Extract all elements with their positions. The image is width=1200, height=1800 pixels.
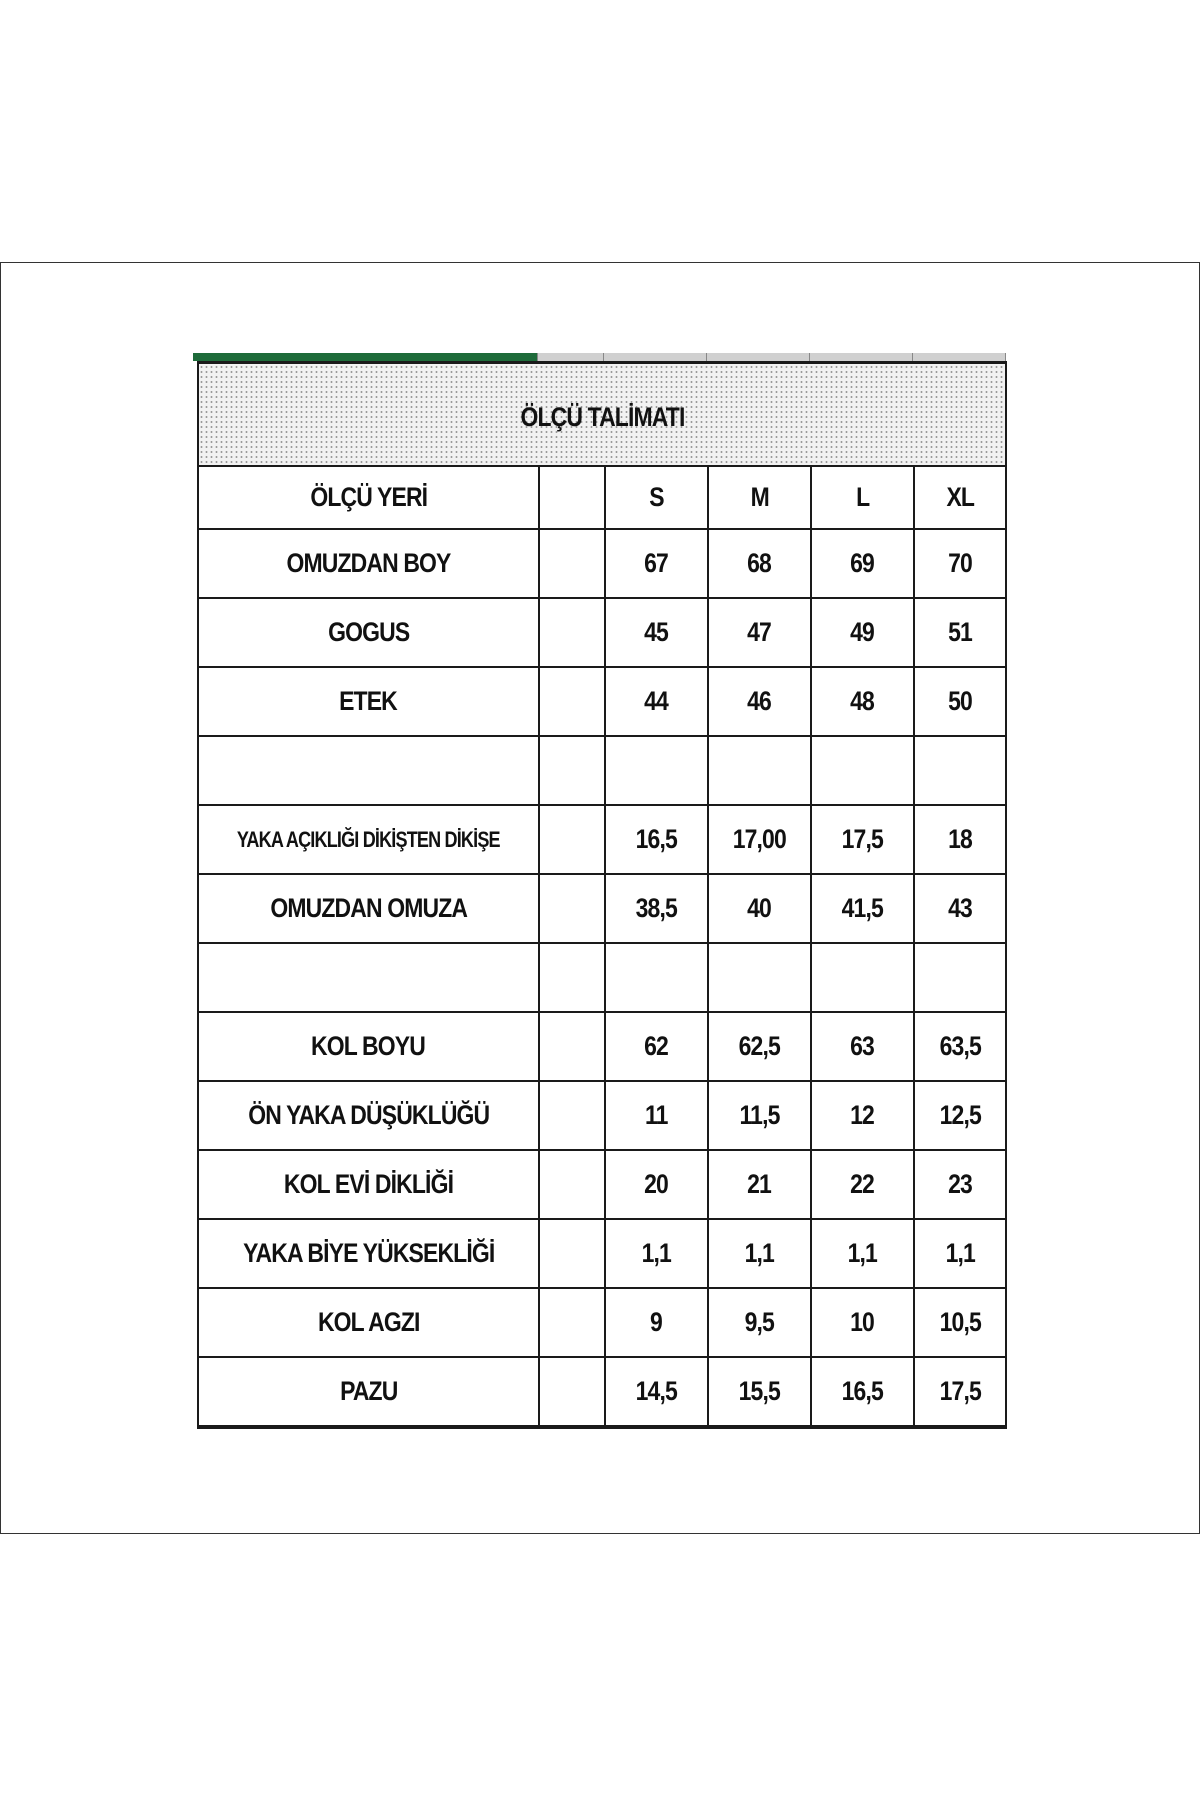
- value-cell-s: 20: [605, 1150, 708, 1219]
- value-cell-s: 67: [605, 529, 708, 598]
- row-label: GOGUS: [198, 598, 539, 667]
- value-cell-m: 40: [708, 874, 811, 943]
- value-cell-m: [708, 736, 811, 805]
- value-cell-s: 14,5: [605, 1357, 708, 1427]
- value-cell-s: 11: [605, 1081, 708, 1150]
- value-cell-m: [708, 943, 811, 1012]
- value-cell-l: 12: [811, 1081, 914, 1150]
- row-label: YAKA BİYE YÜKSEKLİĞİ: [198, 1219, 539, 1288]
- blank-cell: [539, 874, 605, 943]
- table-row: [198, 874, 1006, 943]
- value-cell-m: 46: [708, 667, 811, 736]
- table-row: [198, 1219, 1006, 1288]
- value-cell-l: 41,5: [811, 874, 914, 943]
- table-row: [198, 1012, 1006, 1081]
- value-cell-xl: 23: [914, 1150, 1006, 1219]
- value-cell-l: 17,5: [811, 805, 914, 874]
- column-header-e: [810, 353, 913, 361]
- blank-cell: [539, 1081, 605, 1150]
- size-chart-table: [197, 361, 1007, 1429]
- value-cell-xl: 51: [914, 598, 1006, 667]
- value-cell-l: 48: [811, 667, 914, 736]
- column-header-f: [913, 353, 1006, 361]
- value-cell-m: 15,5: [708, 1357, 811, 1427]
- value-cell-m: 11,5: [708, 1081, 811, 1150]
- value-cell-s: 62: [605, 1012, 708, 1081]
- value-cell-m: 1,1: [708, 1219, 811, 1288]
- value-cell-s: 1,1: [605, 1219, 708, 1288]
- value-cell-xl: 18: [914, 805, 1006, 874]
- header-size-m: M: [708, 466, 811, 529]
- value-cell-l: 69: [811, 529, 914, 598]
- table-row: [198, 529, 1006, 598]
- value-cell-l: 1,1: [811, 1219, 914, 1288]
- value-cell-l: 22: [811, 1150, 914, 1219]
- value-cell-s: 9: [605, 1288, 708, 1357]
- row-label: KOL BOYU: [198, 1012, 539, 1081]
- row-label: PAZU: [198, 1357, 539, 1427]
- table-row: [198, 1150, 1006, 1219]
- blank-cell: [539, 529, 605, 598]
- value-cell-xl: [914, 736, 1006, 805]
- table-row-empty: [198, 943, 1006, 1012]
- table-row-empty: [198, 736, 1006, 805]
- value-cell-m: 62,5: [708, 1012, 811, 1081]
- blank-cell: [539, 1012, 605, 1081]
- row-label: [198, 943, 539, 1012]
- column-header-b: [538, 353, 604, 361]
- value-cell-xl: 43: [914, 874, 1006, 943]
- column-header-d: [707, 353, 810, 361]
- value-cell-m: 9,5: [708, 1288, 811, 1357]
- table-row: [198, 667, 1006, 736]
- blank-cell: [539, 667, 605, 736]
- value-cell-s: 44: [605, 667, 708, 736]
- value-cell-xl: 50: [914, 667, 1006, 736]
- value-cell-l: 49: [811, 598, 914, 667]
- value-cell-l: 16,5: [811, 1357, 914, 1427]
- row-label: KOL AGZI: [198, 1288, 539, 1357]
- column-header-c: [604, 353, 707, 361]
- row-label: ETEK: [198, 667, 539, 736]
- table-row: [198, 1288, 1006, 1357]
- row-label: [198, 736, 539, 805]
- table-title: ÖLÇÜ TALİMATI: [198, 363, 1006, 467]
- value-cell-xl: 70: [914, 529, 1006, 598]
- value-cell-m: 17,00: [708, 805, 811, 874]
- table-row: [198, 1081, 1006, 1150]
- blank-cell: [539, 1219, 605, 1288]
- value-cell-xl: 1,1: [914, 1219, 1006, 1288]
- row-label: YAKA AÇIKLIĞI DİKİŞTEN DİKİŞE: [198, 805, 539, 874]
- value-cell-m: 68: [708, 529, 811, 598]
- header-blank-cell: [539, 466, 605, 529]
- header-size-xl: XL: [914, 466, 1006, 529]
- blank-cell: [539, 1357, 605, 1427]
- spreadsheet-column-strip: [193, 353, 1006, 361]
- value-cell-xl: [914, 943, 1006, 1012]
- table-row: [198, 805, 1006, 874]
- value-cell-xl: 63,5: [914, 1012, 1006, 1081]
- blank-cell: [539, 1288, 605, 1357]
- column-header-a: [193, 353, 538, 361]
- header-size-l: L: [811, 466, 914, 529]
- row-label: OMUZDAN OMUZA: [198, 874, 539, 943]
- value-cell-l: [811, 736, 914, 805]
- header-measure-label: ÖLÇÜ YERİ: [198, 466, 539, 529]
- value-cell-s: [605, 943, 708, 1012]
- row-label: KOL EVİ DİKLİĞİ: [198, 1150, 539, 1219]
- blank-cell: [539, 736, 605, 805]
- value-cell-s: 16,5: [605, 805, 708, 874]
- value-cell-s: 38,5: [605, 874, 708, 943]
- value-cell-l: [811, 943, 914, 1012]
- header-size-s: S: [605, 466, 708, 529]
- header-row: [198, 466, 1006, 529]
- title-row: [198, 363, 1006, 467]
- value-cell-s: 45: [605, 598, 708, 667]
- value-cell-xl: 17,5: [914, 1357, 1006, 1427]
- value-cell-s: [605, 736, 708, 805]
- value-cell-xl: 10,5: [914, 1288, 1006, 1357]
- blank-cell: [539, 1150, 605, 1219]
- value-cell-l: 10: [811, 1288, 914, 1357]
- table-row: [198, 1357, 1006, 1427]
- row-label: ÖN YAKA DÜŞÜKLÜĞÜ: [198, 1081, 539, 1150]
- blank-cell: [539, 805, 605, 874]
- blank-cell: [539, 943, 605, 1012]
- table-row: [198, 598, 1006, 667]
- value-cell-m: 21: [708, 1150, 811, 1219]
- row-label: OMUZDAN BOY: [198, 529, 539, 598]
- blank-cell: [539, 598, 605, 667]
- value-cell-m: 47: [708, 598, 811, 667]
- value-cell-l: 63: [811, 1012, 914, 1081]
- value-cell-xl: 12,5: [914, 1081, 1006, 1150]
